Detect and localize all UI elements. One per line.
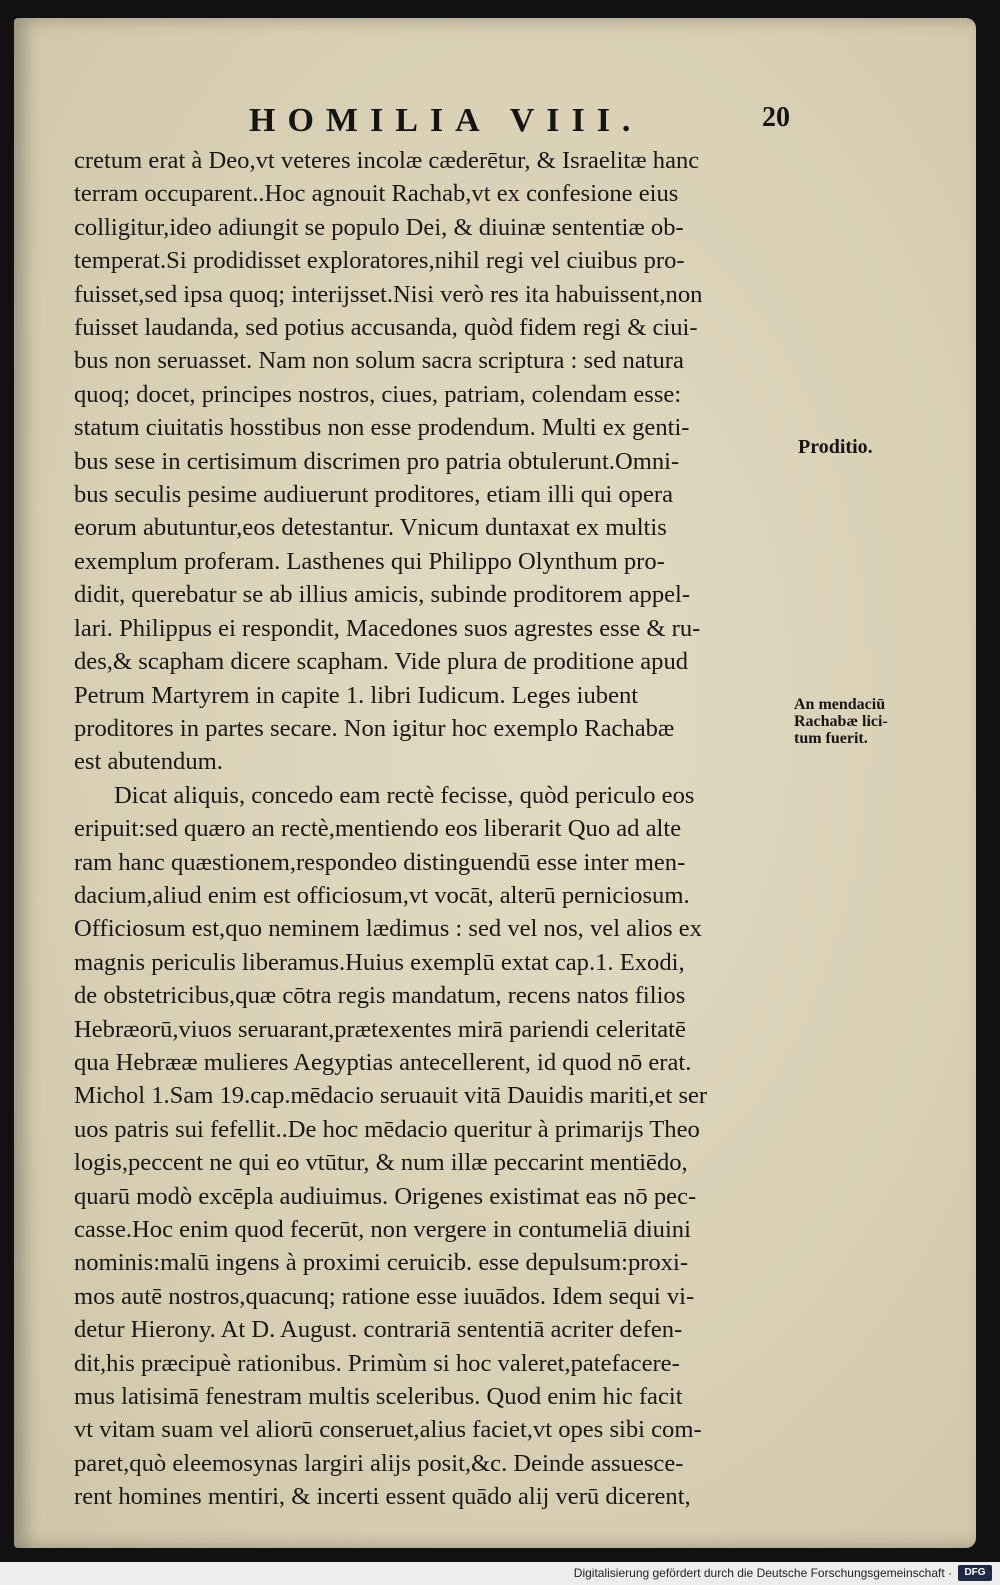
text-line: logis,peccent ne qui eo vtūtur, & num illæ peccarint mentiēdo, [74,1149,688,1177]
text-line: dit,his præcipuè rationibus. Primùm si hoc valeret,patefacere- [74,1349,680,1377]
text-line: Petrum Martyrem in capite 1. libri Iudicum. Leges iubent [74,681,639,709]
text-line: est abutendum. [74,748,223,776]
text-line: uos patris sui fefellit..De hoc mēdacio queritur à primarijs Theo [74,1115,700,1143]
text-line: Michol 1.Sam 19.cap.mēdacio seruauit vitā Dauidis mariti,et ser [74,1082,708,1110]
text-line: mos autē nostros,quacunq; ratione esse iuuādos. Idem sequi vi- [74,1282,695,1310]
text-line: eripuit:sed quæro an rectè,mentiendo eos liberarit Quo ad alte [74,815,682,843]
text-line: quarū modò excēpla audiuimus. Origenes existimat eas nō pec- [74,1182,697,1210]
text-line: temperat.Si prodidisset exploratores,nihil regi vel ciuibus pro- [74,247,685,275]
footer-bar [0,1562,1000,1585]
text-line: casse.Hoc enim quod fecerūt, non vergere in contumeliā diuini [74,1216,691,1243]
funding-credit: Digitalisierung gefördert durch die Deutsche Forschungsgemeinschaft · [573,1566,952,1580]
text-line: bus seculis pesime audiuerunt proditores, etiam illi qui opera [74,481,673,509]
text-line: bus sese in certisimum discrimen pro patria obtulerunt.Omni- [74,447,680,475]
text-line: cretum erat à Deo,vt veteres incolæ cæderētur, & Israelitæ hanc [74,147,700,174]
text-line: colligitur,ideo adiungit se populo Dei, & diuinæ sententiæ ob- [74,213,684,241]
page-header [74,92,954,142]
text-line: proditores in partes secare. Non igitur hoc exemplo Rachabæ [74,714,675,742]
text-line: terram occuparent..Hoc agnouit Rachab,vt ex confesione eius [74,180,679,208]
text-line: quoq; docet, principes nostros, ciues, patriam, colendam esse: [74,380,682,408]
text-line: Hebræorū,viuos seruarant,prætexentes mirā pariendi celeritatē [74,1015,686,1043]
text-line: de obstetricibus,quæ cōtra regis mandatum, recens natos filios [74,982,686,1010]
text-line: paret,quò eleemosynas largiri alijs posit,&c. Deinde assuesce- [74,1449,684,1477]
text-line: Officiosum est,quo neminem lædimus : sed vel nos, vel alios ex [74,915,702,943]
body-text [74,144,794,1514]
page-number: 20 [762,102,790,133]
marginal-note-line: Rachabæ lici- [794,713,888,730]
text-line: des,& scapham dicere scapham. Vide plura de proditione apud [74,648,689,676]
marginal-note-line: An mendaciū [794,696,886,713]
text-line: didit, querebatur se ab illius amicis, subinde proditorem appel- [74,581,691,609]
text-line: mus latisimā fenestram multis sceleribus. Quod enim hic facit [74,1383,683,1411]
book-page [14,18,976,1548]
text-line: magnis periculis liberamus.Huius exemplū extat cap.1. Exodi, [74,948,685,976]
text-line: dacium,aliud enim est officiosum,vt vocāt, alterū perniciosum. [74,881,690,909]
running-head: HOMILIA VIII. [249,102,643,139]
text-line: fuisset,sed ipsa quoq; interijsset.Nisi verò res ita habuissent,non [74,280,703,308]
marginal-note-proditio: Proditio. [798,436,873,458]
text-line: vt vitam suam vel aliorū conseruet,alius faciet,vt opes sibi com- [74,1416,702,1444]
text-line: statum ciuitatis hosstibus non esse prodendum. Multi ex genti- [74,414,690,442]
text-line: rent homines mentiri, & incerti essent quādo alij verū dicerent, [74,1483,691,1511]
text-line: qua Hebrææ mulieres Aegyptias antecellerent, id quod nō erat. [74,1048,692,1076]
text-line: exemplum proferam. Lasthenes qui Philippo Olynthum pro- [74,547,665,575]
text-line: bus non seruasset. Nam non solum sacra scriptura : sed natura [74,347,684,375]
marginal-note-line: tum fuerit. [794,730,868,747]
text-line: Dicat aliquis, concedo eam rectè fecisse, quòd periculo eos [114,781,695,809]
marginal-note-mendacium [794,696,890,747]
text-line: ram hanc quæstionem,respondeo distinguendū esse inter men- [74,848,686,876]
text-line: detur Hierony. At D. August. contrariā sententiā acriter defen- [74,1316,683,1344]
text-line: lari. Philippus ei respondit, Macedones suos agrestes esse & ru- [74,614,701,642]
text-line: nominis:malū ingens à proximi ceruicib. esse depulsum:proxi- [74,1249,689,1277]
dfg-logo: DFG [958,1565,992,1581]
text-line: eorum abutuntur,eos detestantur. Vnicum duntaxat ex multis [74,514,667,542]
text-line: fuisset laudanda, sed potius accusanda, quòd fidem regi & ciui- [74,314,698,342]
